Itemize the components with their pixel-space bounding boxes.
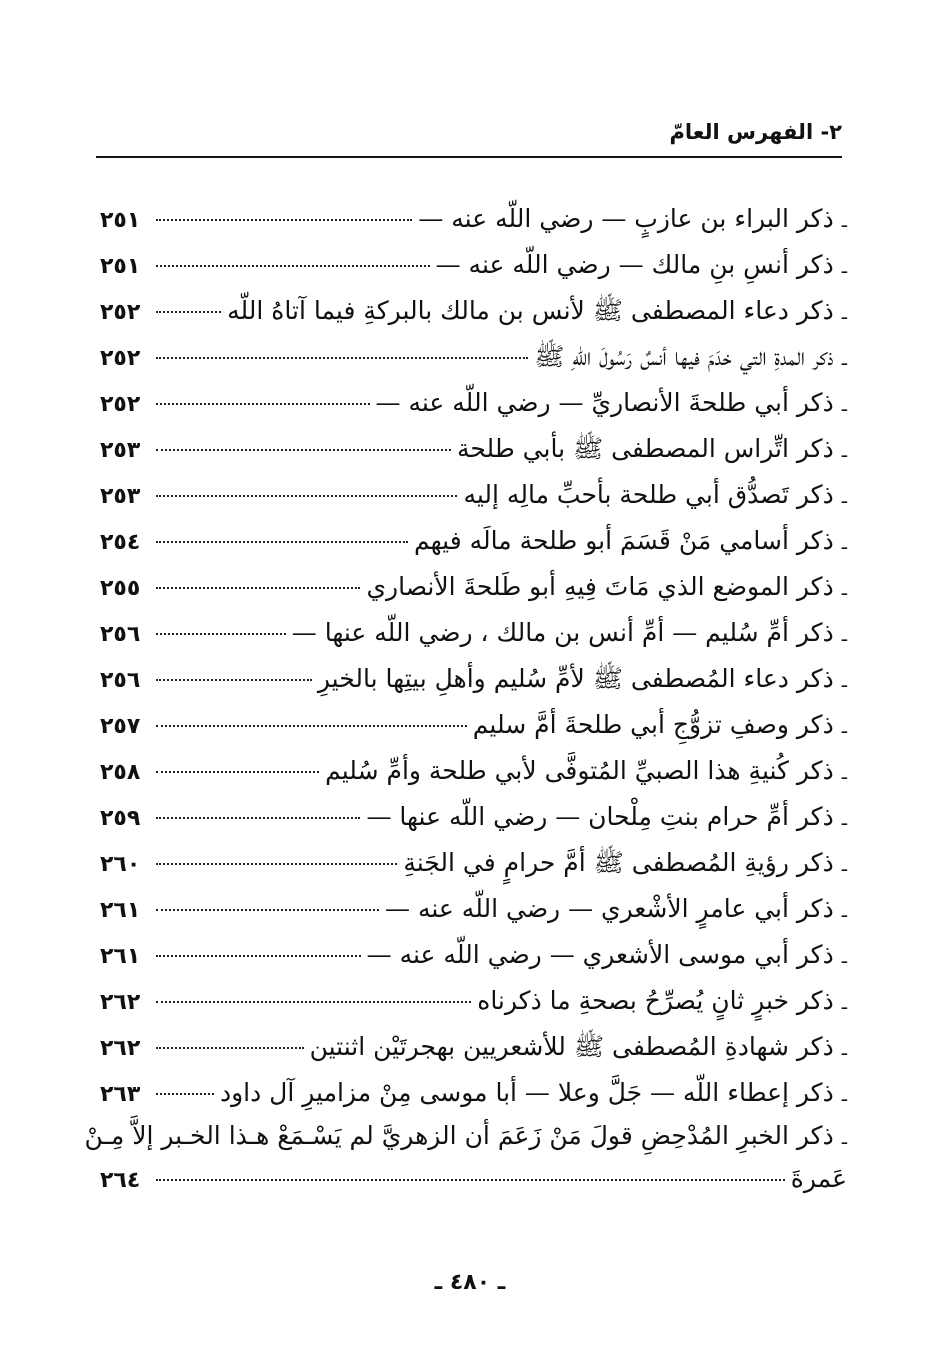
dot-leader [156,1093,214,1095]
dot-leader [156,587,360,589]
dot-leader [156,403,370,405]
toc-entry [100,748,847,794]
entry-bullet: ـ [841,257,847,278]
dot-leader [156,863,397,865]
entry-page-number: ٢٥٢ [100,392,141,417]
dot-leader [156,1047,304,1049]
dot-leader [156,909,379,911]
entry-bullet: ـ [841,349,847,370]
dot-leader [156,817,360,819]
toc-entry [100,242,847,288]
toc-entry [100,610,847,656]
dot-leader [156,1001,471,1003]
dot-leader [156,311,221,313]
entry-bullet: ـ [841,717,847,738]
page-number: ـ ٤٨٠ ـ [434,1270,506,1295]
entry-title: ذكر دعاء المصطفى ﷺ لأنس بن مالك بالبركةِ فيما آتاهُ اللّه [227,296,834,325]
entry-bullet: ـ [841,947,847,968]
entry-page-number: ٢٥٢ [100,300,141,325]
entry-bullet: ـ [841,303,847,324]
entry-page-number: ٢٥١ [100,254,141,279]
entry-title: ذكر الخبرِ المُدْحِضِ قولَ مَنْ زَعَمَ أن الزهريَّ لم يَسْـمَعْ هـذا الخـبر إلاَّ مِـنْ [84,1121,834,1150]
toc-entry [100,518,847,564]
entry-title: ذكر أمِّ سُليم — أمِّ أنس بن مالك ، رضي اللّه عنها — [291,618,834,647]
entry-bullet: ـ [841,625,847,646]
entry-bullet: ـ [841,1039,847,1060]
entry-page-number: ٢٥٧ [100,714,141,739]
toc-entry [100,702,847,748]
toc-entry [100,794,847,840]
toc-entry [100,1070,847,1116]
dot-leader [156,357,528,359]
entry-title: ذكر تَصدُّق أبي طلحة بأحبِّ مالِه إليه [463,480,834,509]
dot-leader [156,265,430,267]
entry-page-number: ٢٥٩ [100,806,141,831]
entry-bullet: ـ [841,533,847,554]
toc-entry [100,564,847,610]
toc-entry [100,426,847,472]
header-rule [96,156,842,158]
entry-title: ذكر كُنيةِ هذا الصبيِّ المُتوفَّى لأبي طلحة وأمِّ سُليم [325,756,834,785]
entry-title: ذكر أبي موسى الأشعري — رضي اللّه عنه — [366,940,834,969]
entry-page-number: ٢٥٣ [100,438,141,463]
toc-entry [100,288,847,334]
dot-leader [156,771,319,773]
toc-entry [100,334,847,380]
entry-title: ذكر وصفِ تزوُّجِ أبي طلحةَ أمَّ سليم [472,710,834,739]
toc-entry [100,932,847,978]
dot-leader [156,679,312,681]
entry-bullet: ـ [841,993,847,1014]
entry-bullet: ـ [841,901,847,922]
entry-page-number: ٢٥٢ [100,346,141,371]
entry-page-number: ٢٥٣ [100,484,141,509]
entry-bullet: ـ [841,487,847,508]
toc-entry [100,886,847,932]
entry-title: ذكر خبرٍ ثانٍ يُصرِّحُ بصحةِ ما ذكرناه [477,986,834,1015]
dot-leader [156,1179,785,1181]
entry-title: ذكر شهادةِ المُصطفى ﷺ للأشعريين بهجرتَيْن اثنتين [309,1032,834,1061]
entry-bullet: ـ [841,211,847,232]
toc-entry [100,656,847,702]
entry-page-number: ٢٦٢ [100,990,141,1015]
entry-page-number: ٢٥٦ [100,668,141,693]
entry-page-number: ٢٥٥ [100,576,141,601]
entry-page-number: ٢٦١ [100,944,141,969]
entry-bullet: ـ [841,395,847,416]
entry-title: ذكر اتِّراس المصطفى ﷺ بأبي طلحة [457,434,834,463]
toc-entry [100,472,847,518]
dot-leader [156,449,451,451]
entry-page-number: ٢٥٤ [100,530,141,555]
entry-page-number: ٢٦٣ [100,1082,141,1107]
toc-entry [100,1024,847,1070]
table-of-contents [84,196,847,1202]
entry-page-number: ٢٥٨ [100,760,141,785]
dot-leader [156,541,408,543]
dot-leader [156,725,467,727]
dot-leader [156,219,412,221]
entry-page-number: ٢٦٢ [100,1036,141,1061]
entry-title: ذكر أسامي مَنْ قَسَمَ أبو طلحة مالَه فيهم [413,526,834,555]
entry-title-continuation: عَمرةَ [790,1164,847,1193]
toc-entry [100,978,847,1024]
entry-page-number: ٢٦٠ [100,852,141,877]
entry-title: ذكر أبي طلحةَ الأنصاريِّ — رضي اللّه عنه — [375,388,834,417]
toc-entry-wrapped-line1 [84,1116,847,1156]
entry-title: ذكر البراء بن عازبٍ — رضي اللّه عنه — [418,204,834,233]
running-header-title: ٢- الفهرس العامّ [669,120,842,144]
toc-entry [100,196,847,242]
entry-bullet: ـ [841,441,847,462]
entry-title: ذكر أنسِ بنِ مالك — رضي اللّه عنه — [435,250,834,279]
entry-page-number: ٢٦٤ [100,1168,141,1193]
dot-leader [156,495,457,497]
dot-leader [156,955,361,957]
entry-bullet: ـ [841,1085,847,1106]
entry-title: ذكر دعاء المُصطفى ﷺ لأمِّ سُليم وأهلِ بيتِها بالخيرِ [317,664,834,693]
toc-entry [100,380,847,426]
entry-title: ذكر أبي عامرٍ الأشْعري — رضي اللّه عنه — [385,894,834,923]
entry-bullet: ـ [841,763,847,784]
entry-bullet: ـ [841,809,847,830]
toc-entry-wrapped-line2 [100,1156,847,1202]
entry-bullet: ـ [841,1128,847,1149]
entry-title: ذكر المدةِ التي خدَمَ فيها أنسٌ رَسُولَ اللّهِ ﷺ [534,342,834,371]
entry-bullet: ـ [841,671,847,692]
entry-page-number: ٢٦١ [100,898,141,923]
entry-title: ذكر إعطاء اللّه — جَلَّ وعلا — أبا موسى مِنْ مزاميرِ آل داود [219,1078,834,1107]
dot-leader [156,633,286,635]
entry-title: ذكر الموضع الذي مَاتَ فِيهِ أبو طَلحةَ الأنصاري [366,572,834,601]
entry-bullet: ـ [841,855,847,876]
entry-title: ذكر أمِّ حرام بنتِ مِلْحان — رضي اللّه عنها — [366,802,834,831]
entry-page-number: ٢٥١ [100,208,141,233]
entry-bullet: ـ [841,579,847,600]
toc-entry [100,840,847,886]
entry-title: ذكر رؤيةِ المُصطفى ﷺ أمَّ حرامٍ في الجَنةِ [403,848,834,877]
entry-page-number: ٢٥٦ [100,622,141,647]
